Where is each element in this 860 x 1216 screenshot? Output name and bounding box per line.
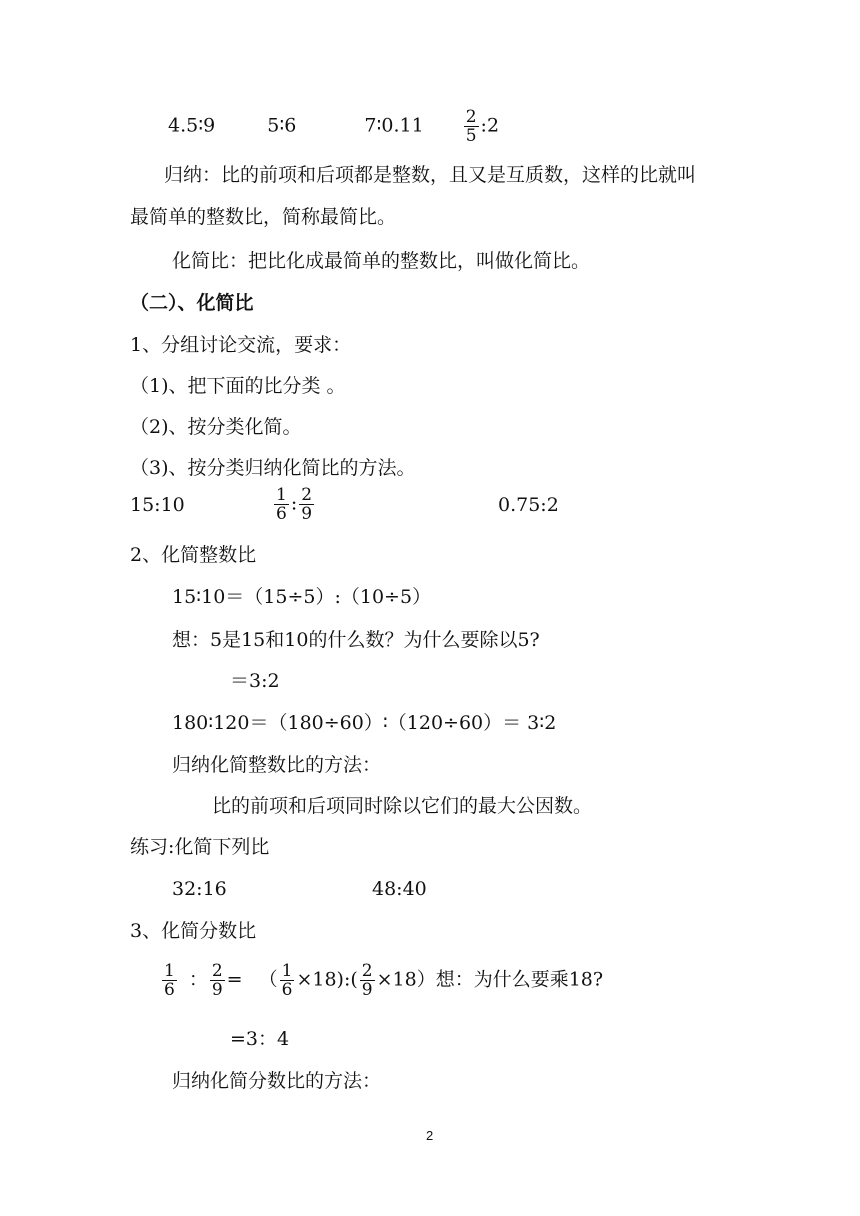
example-1: 15:10 (130, 494, 185, 516)
example-3: 0.75:2 (498, 494, 559, 516)
step3-mid-1: ×18):( (296, 968, 358, 991)
step2-calc-2: 180∶120＝（180÷60）∶（120÷60）＝ 3∶2 (172, 712, 557, 734)
step2-result: ＝3:2 (230, 670, 280, 692)
fraction-1-6: $\frac{1}{6}$ (276, 485, 287, 524)
practice-title: 练习:化简下列比 (130, 836, 270, 858)
ratio-1: 4.5∶9 (168, 114, 216, 137)
fraction-1-6-b: $\frac{1}{6}$ (281, 961, 293, 1000)
step2-calc-1: 15∶10＝（15÷5）:（10÷5） (172, 586, 432, 608)
step3-equals: = (226, 968, 243, 991)
definition-line: 化简比：把比化成最简单的整数比，叫做化简比。 (172, 250, 591, 272)
requirement-1: （1)、把下面的比分类 。 (130, 375, 346, 397)
fraction-2-9: $\frac{2}{9}$ (301, 485, 313, 524)
practice-2: 48:40 (372, 878, 427, 900)
step2-method: 比的前项和后项同时除以它们的最大公因数。 (212, 795, 593, 817)
section-title: （二）、化简比 (130, 292, 254, 314)
step1-title: 1、分组讨论交流，要求： (130, 334, 352, 356)
summary-line-2: 最简单的整数比，简称最简比。 (130, 206, 397, 228)
ratio-3: 7∶0.11 (364, 114, 424, 137)
step3-method-title: 归纳化简分数比的方法： (172, 1070, 382, 1092)
requirement-3: （3)、按分类归纳化简比的方法。 (130, 457, 416, 479)
step2-title: 2、化简整数比 (130, 544, 257, 566)
step3-result: =3：4 (230, 1028, 290, 1050)
step3-colon: ： (188, 968, 208, 991)
summary-line-1: 归纳：比的前项和后项都是整数，且又是互质数，这样的比就叫 (164, 164, 697, 186)
page-number: 2 (426, 1128, 434, 1143)
example-2 (272, 486, 316, 523)
step3-calc (160, 962, 603, 999)
requirement-2: （2)、按分类化简。 (130, 416, 302, 438)
fraction-2-5: $\frac{2}{5}$ (465, 107, 477, 146)
ratio-2: 5∶6 (267, 114, 297, 137)
step3-open: （ (258, 968, 278, 991)
step2-think: 想：5是15和10的什么数？为什么要除以5? (172, 629, 540, 651)
example-2-colon: : (290, 492, 298, 515)
step2-method-title: 归纳化简整数比的方法： (172, 754, 382, 776)
fraction-1-6-a: $\frac{1}{6}$ (164, 961, 175, 1000)
ratio-4-tail: :2 (480, 114, 500, 137)
practice-1: 32:16 (172, 878, 227, 900)
ratios-row (168, 108, 499, 145)
fraction-2-9-a: $\frac{2}{9}$ (211, 961, 223, 1000)
step3-title: 3、化简分数比 (130, 920, 257, 942)
step3-mid-2: ×18）想：为什么要乘18? (376, 968, 604, 991)
fraction-2-9-b: $\frac{2}{9}$ (361, 961, 373, 1000)
